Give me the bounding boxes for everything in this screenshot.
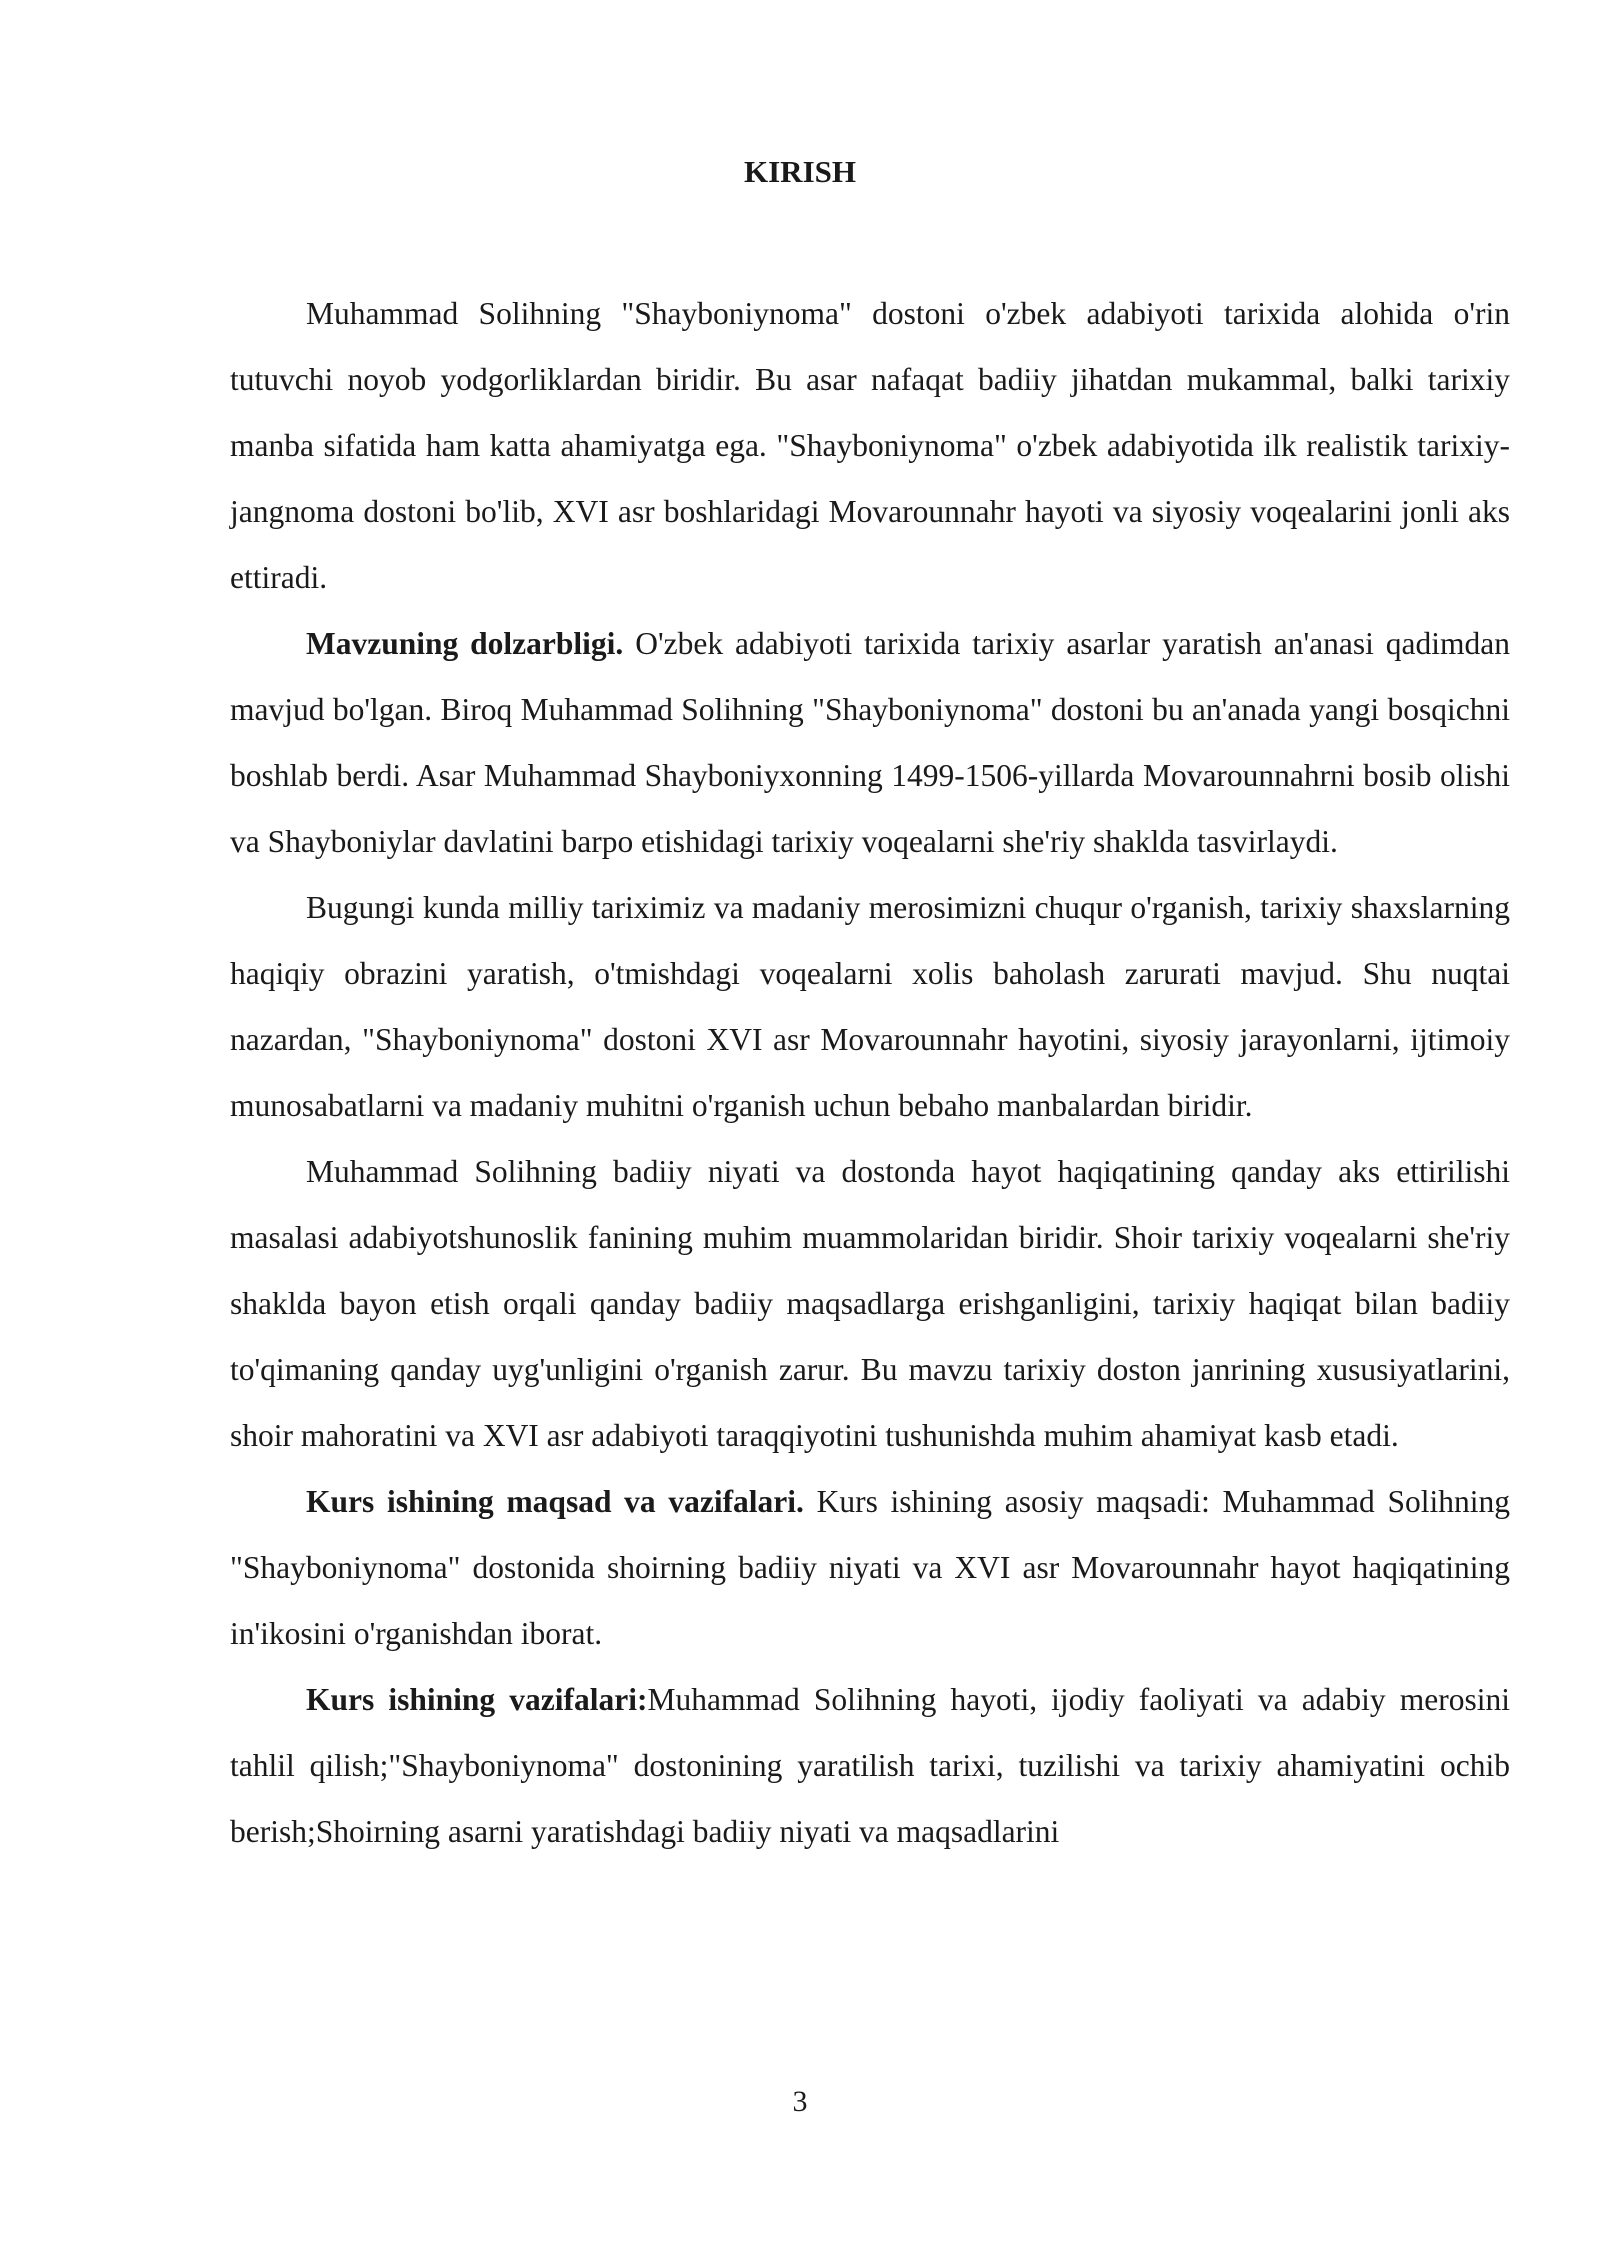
paragraph-text: Muhammad Solihning badiiy niyati va dostonda hayot haqiqatining qanday aks ettirilishi masalasi adabiyotshunoslik fanining muhim muammolaridan biridir. Shoir tarixiy voqealarni she'riy shaklda bayon etish orqali qanday badiiy maqsadlarga erishganligini, tarixiy haqiqat bilan badiiy to'qimaning qanday uyg'unligini o'rganish zarur. Bu mavzu tarixiy doston janrining xususiyatlarini, shoir mahoratini va XVI asr adabiyoti taraqqiyotini tushunishda muhim ahamiyat kasb etadi.: [230, 1154, 1510, 1453]
paragraph: [230, 281, 1510, 611]
paragraph: [230, 611, 1510, 875]
paragraph: [230, 1139, 1510, 1469]
page-title: KIRISH: [744, 154, 856, 189]
page-number: 3: [792, 2085, 808, 2118]
paragraph-text: Muhammad Solihning "Shayboniynoma" dostoni o'zbek adabiyoti tarixida alohida o'rin tutuvchi noyob yodgorliklardan biridir. Bu asar nafaqat badiiy jihatdan mukammal, balki tarixiy manba sifatida ham katta ahamiyatga ega. "Shayboniynoma" o'zbek adabiyotida ilk realistik tarixiy-jangnoma dostoni bo'lib, XVI asr boshlaridagi Movarounnahr hayoti va siyosiy voqealarini jonli aks ettiradi.: [230, 296, 1510, 595]
paragraph-text: Bugungi kunda milliy tariximiz va madaniy merosimizni chuqur o'rganish, tarixiy shaxslarning haqiqiy obrazini yaratish, o'tmishdagi voqealarni xolis baholash zarurati mavjud. Shu nuqtai nazardan, "Shayboniynoma" dostoni XVI asr Movarounnahr hayotini, siyosiy jarayonlarni, ijtimoiy munosabatlarni va madaniy muhitni o'rganish uchun bebaho manbalardan biridir.: [230, 890, 1510, 1123]
paragraph: [230, 875, 1510, 1139]
paragraph: [230, 1667, 1510, 1865]
body-text: [230, 281, 1510, 1865]
paragraph-text: O'zbek adabiyoti tarixida tarixiy asarlar yaratish an'anasi qadimdan mavjud bo'lgan. Biroq Muhammad Solihning "Shayboniynoma" dostoni bu an'anada yangi bosqichni boshlab berdi. Asar Muhammad Shayboniyxonning 1499-1506-yillarda Movarounnahrni bosib olishi va Shayboniylar davlatini barpo etishidagi tarixiy voqealarni she'riy shaklda tasvirlaydi.: [230, 626, 1511, 859]
paragraph-text: Kurs ishining asosiy maqsadi: Muhammad Solihning "Shayboniynoma" dostonida shoirning badiiy niyati va XVI asr Movarounnahr hayot haqiqatining in'ikosini o'rganishdan iborat.: [230, 1484, 1510, 1651]
paragraph: [230, 1469, 1510, 1667]
paragraph-lead: Kurs ishining vazifalari:: [306, 1682, 648, 1717]
paragraph-lead: Mavzuning dolzarbligi.: [306, 626, 624, 661]
paragraph-lead: Kurs ishining maqsad va vazifalari.: [306, 1484, 804, 1519]
paragraph-text: Muhammad Solihning hayoti, ijodiy faoliyati va adabiy merosini tahlil qilish;"Shayboniynoma" dostonining yaratilish tarixi, tuzilishi va tarixiy ahamiyatini ochib berish;Shoirning asarni yaratishdagi badiiy niyati va maqsadlarini: [230, 1682, 1510, 1849]
